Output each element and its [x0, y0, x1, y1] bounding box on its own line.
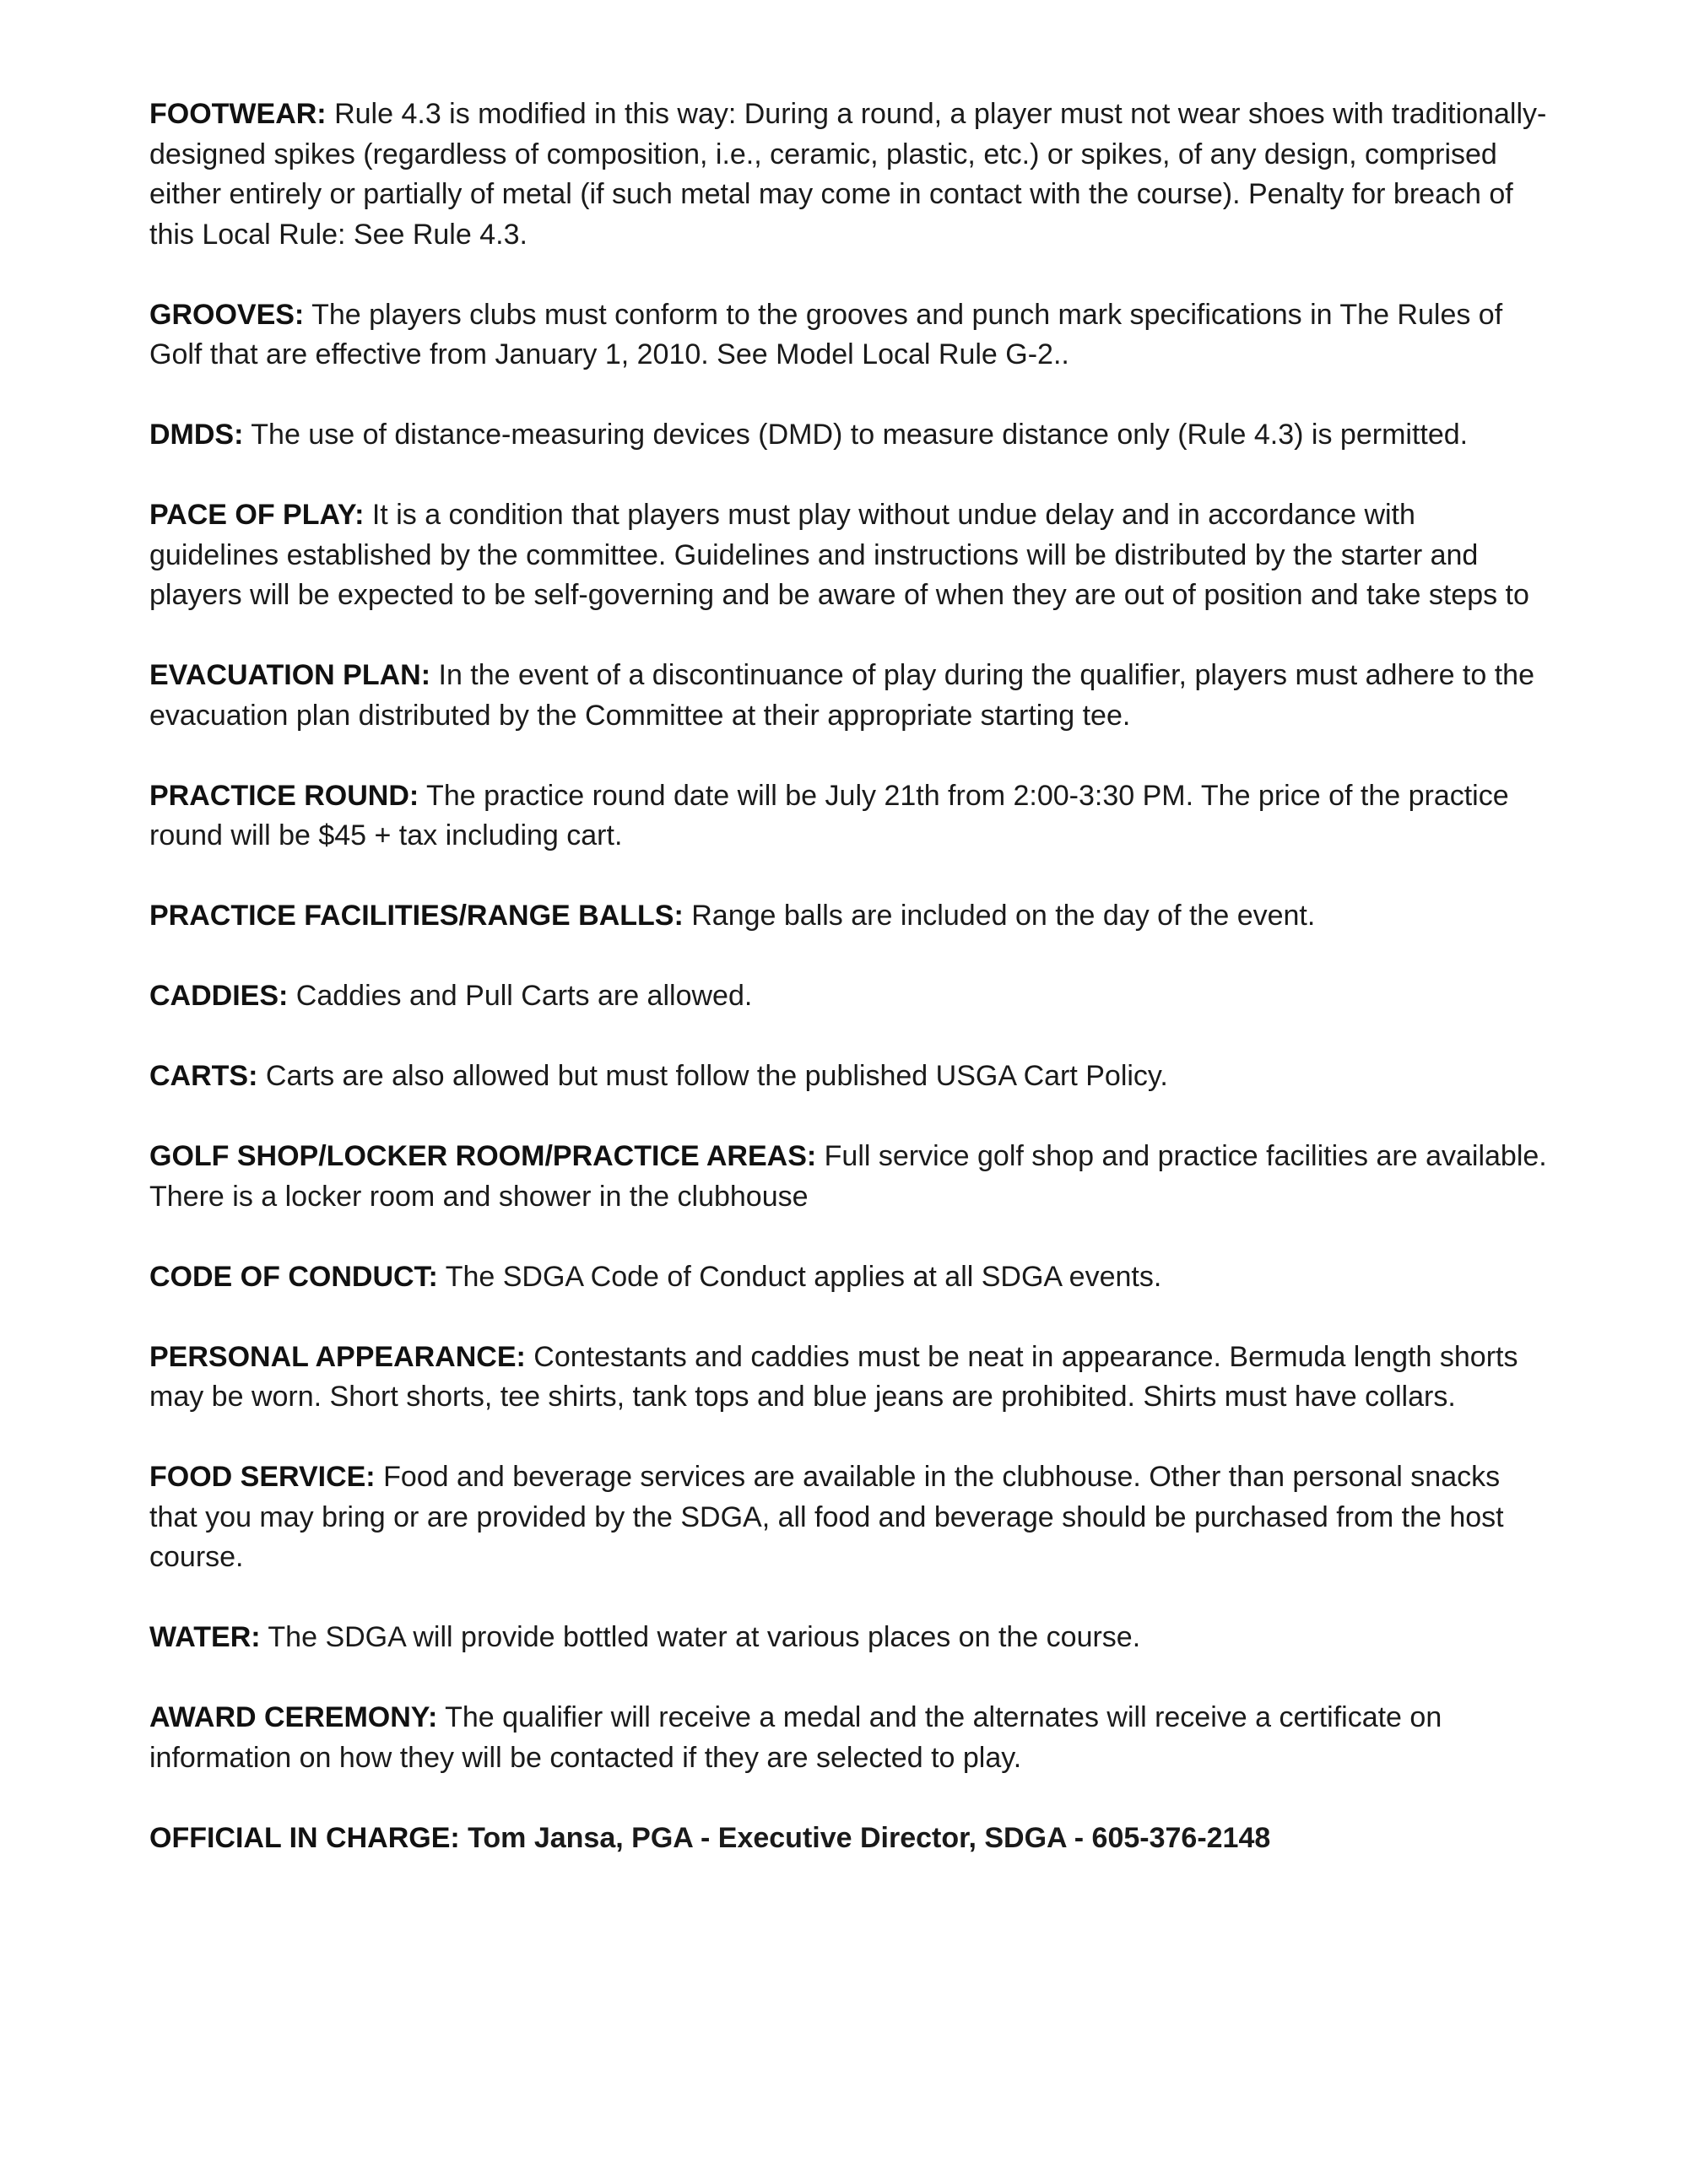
section-footwear [149, 95, 1550, 255]
section-label: AWARD CEREMONY: [149, 1701, 438, 1733]
section-text: Food and beverage services are available in the clubhouse. Other than personal snacks that you may bring or are provided by the SDGA, all food and beverage should be purchased from the host course. [149, 1461, 1504, 1573]
section-golf-shop [149, 1137, 1550, 1217]
section-grooves [149, 295, 1550, 376]
section-label: GROOVES: [149, 298, 305, 331]
section-text: The players clubs must conform to the grooves and punch mark specifications in The Rules of Golf that are effective from January 1, 2010. See Model Local Rule G-2.. [149, 298, 1503, 370]
section-label: FOOD SERVICE: [149, 1461, 376, 1493]
section-carts [149, 1057, 1550, 1097]
section-label: PACE OF PLAY: [149, 499, 365, 531]
section-dmds [149, 415, 1550, 456]
section-label: EVACUATION PLAN: [149, 659, 431, 691]
section-official-in-charge [149, 1819, 1550, 1859]
section-text: The SDGA Code of Conduct applies at all SDGA events. [437, 1260, 1162, 1293]
section-label: PRACTICE ROUND: [149, 779, 419, 812]
section-text: Full service golf shop and practice facilities are available. There is a locker room and shower in the clubhouse [149, 1140, 1547, 1213]
section-pace-of-play [149, 495, 1550, 616]
section-text: The practice round date will be July 21th from 2:00-3:30 PM. The price of the practice round will be $45 + tax including cart. [149, 779, 1509, 851]
section-label: CADDIES: [149, 980, 289, 1012]
section-label: PRACTICE FACILITIES/RANGE BALLS: [149, 900, 684, 932]
section-text: Caddies and Pull Carts are allowed. [288, 980, 753, 1012]
section-label: OFFICIAL IN CHARGE: [149, 1821, 460, 1854]
official-contact: Tom Jansa, PGA - Executive Director, SDGA - 605-376-2148 [459, 1821, 1271, 1854]
section-practice-facilities [149, 896, 1550, 937]
section-text: Rule 4.3 is modified in this way: During a round, a player must not wear shoes with traditionally-designed spikes (regardless of composition, i.e., ceramic, plastic, etc.) or spikes, of any design, comprised either entirely or partially of metal (if such metal may come in contact with the course). Penalty for breach of this Local Rule: See Rule 4.3. [149, 98, 1547, 251]
section-label: FOOTWEAR: [149, 98, 327, 130]
section-text: The use of distance-measuring devices (DMD) to measure distance only (Rule 4.3) is permitted. [243, 419, 1469, 451]
section-text: Contestants and caddies must be neat in appearance. Bermuda length shorts may be worn. Short shorts, tee shirts, tank tops and blue jeans are prohibited. Shirts must have collars. [149, 1340, 1518, 1413]
local-rules-content [149, 95, 1550, 1899]
section-award-ceremony [149, 1698, 1550, 1778]
section-label: CARTS: [149, 1060, 258, 1092]
section-personal-appearance [149, 1338, 1550, 1418]
section-label: CODE OF CONDUCT: [149, 1260, 438, 1293]
section-evacuation-plan [149, 656, 1550, 736]
section-label: WATER: [149, 1621, 261, 1653]
section-water [149, 1618, 1550, 1658]
section-label: PERSONAL APPEARANCE: [149, 1340, 526, 1373]
section-text: Range balls are included on the day of the event. [683, 900, 1316, 932]
section-text: In the event of a discontinuance of play during the qualifier, players must adhere to the evacuation plan distributed by the Committee at their appropriate starting tee. [149, 659, 1534, 732]
section-caddies [149, 976, 1550, 1017]
section-code-of-conduct [149, 1257, 1550, 1298]
section-food-service [149, 1457, 1550, 1578]
section-text: The qualifier will receive a medal and the alternates will receive a certificate on information on how they will be contacted if they are selected to play. [149, 1701, 1442, 1774]
section-label: GOLF SHOP/LOCKER ROOM/PRACTICE AREAS: [149, 1140, 817, 1172]
section-practice-round [149, 776, 1550, 857]
section-label: DMDS: [149, 419, 244, 451]
section-text: Carts are also allowed but must follow the published USGA Cart Policy. [257, 1060, 1168, 1092]
section-text: The SDGA will provide bottled water at various places on the course. [260, 1621, 1141, 1653]
section-text: It is a condition that players must play without undue delay and in accordance with guidelines established by the committee. Guidelines and instructions will be distributed by the starter and players will be expected to be self-governing and be aware of when they are out of position and take steps to [149, 499, 1529, 611]
